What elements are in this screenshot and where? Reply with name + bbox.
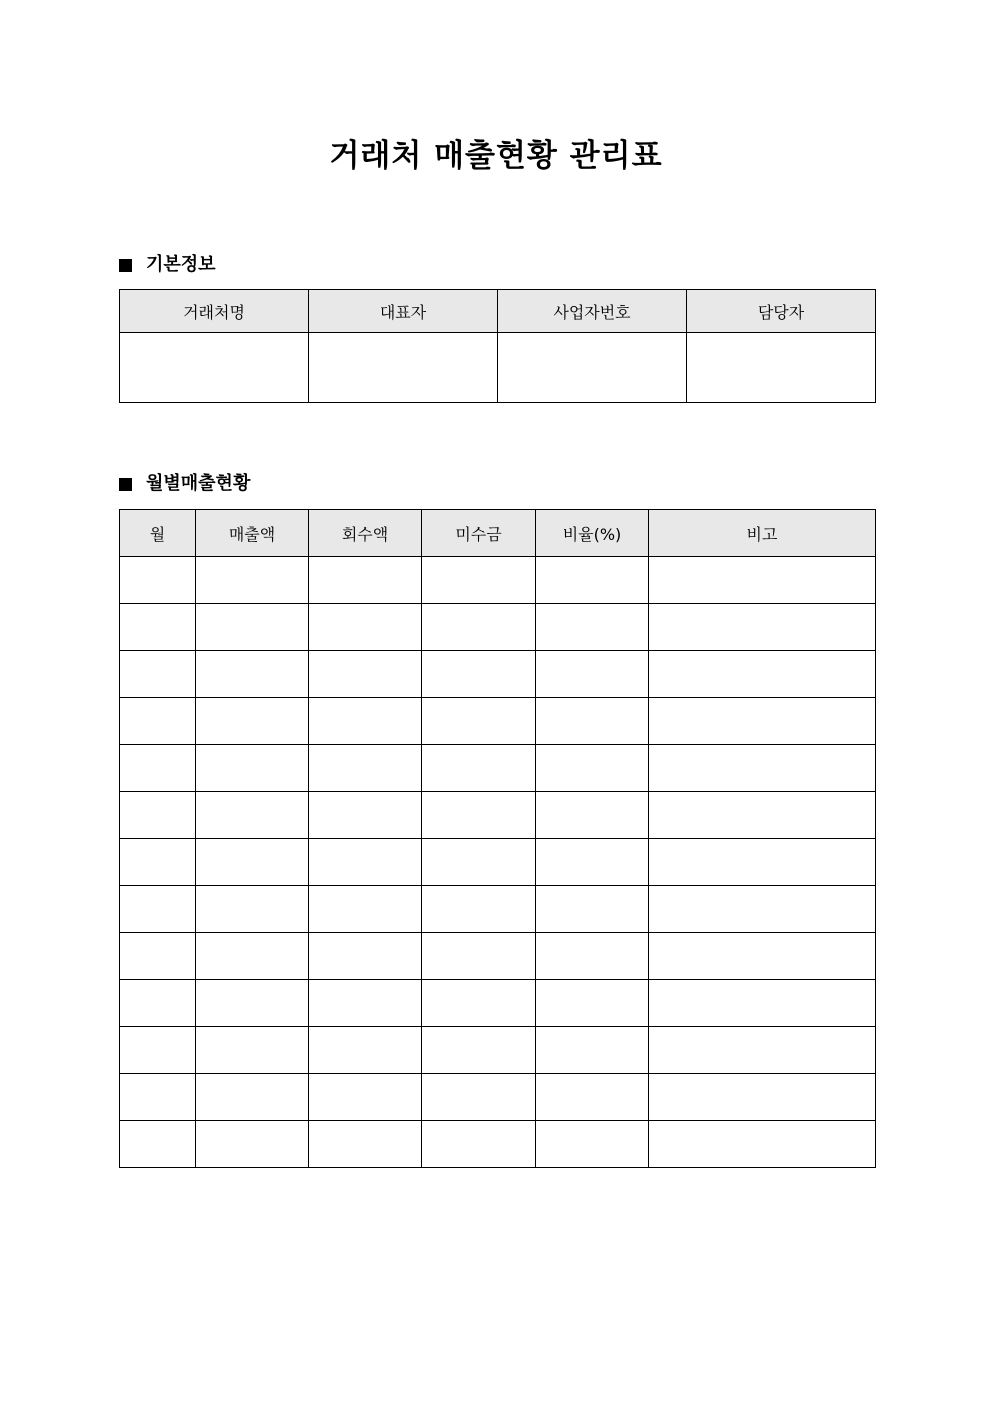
- sales-amount-cell[interactable]: [196, 933, 309, 980]
- remarks-cell[interactable]: [649, 604, 876, 651]
- receivable-cell[interactable]: [422, 792, 536, 839]
- receivable-cell[interactable]: [422, 1027, 536, 1074]
- ratio-cell[interactable]: [536, 604, 649, 651]
- collected-amount-cell[interactable]: [309, 839, 422, 886]
- collected-amount-cell[interactable]: [309, 1074, 422, 1121]
- column-header: 미수금: [422, 510, 536, 557]
- square-bullet-icon: [119, 478, 132, 491]
- ratio-cell[interactable]: [536, 839, 649, 886]
- ratio-cell[interactable]: [536, 886, 649, 933]
- receivable-cell[interactable]: [422, 604, 536, 651]
- receivable-cell[interactable]: [422, 886, 536, 933]
- table-row: [120, 980, 876, 1027]
- table-row: [120, 839, 876, 886]
- receivable-cell[interactable]: [422, 698, 536, 745]
- receivable-cell[interactable]: [422, 1121, 536, 1168]
- remarks-cell[interactable]: [649, 839, 876, 886]
- column-header: 월: [120, 510, 196, 557]
- remarks-cell[interactable]: [649, 557, 876, 604]
- collected-amount-cell[interactable]: [309, 557, 422, 604]
- collected-amount-cell[interactable]: [309, 698, 422, 745]
- column-header: 비율(%): [536, 510, 649, 557]
- ratio-cell[interactable]: [536, 980, 649, 1027]
- collected-amount-cell[interactable]: [309, 1027, 422, 1074]
- sales-amount-cell[interactable]: [196, 557, 309, 604]
- sales-amount-cell[interactable]: [196, 792, 309, 839]
- remarks-cell[interactable]: [649, 980, 876, 1027]
- table-row: [120, 1027, 876, 1074]
- remarks-cell[interactable]: [649, 886, 876, 933]
- receivable-cell[interactable]: [422, 839, 536, 886]
- month-cell[interactable]: [120, 745, 196, 792]
- column-header: 비고: [649, 510, 876, 557]
- remarks-cell[interactable]: [649, 1121, 876, 1168]
- ratio-cell[interactable]: [536, 933, 649, 980]
- monthly-header-row: [120, 510, 876, 557]
- collected-amount-cell[interactable]: [309, 745, 422, 792]
- collected-amount-cell[interactable]: [309, 651, 422, 698]
- sales-amount-cell[interactable]: [196, 698, 309, 745]
- receivable-cell[interactable]: [422, 745, 536, 792]
- ratio-cell[interactable]: [536, 557, 649, 604]
- month-cell[interactable]: [120, 1121, 196, 1168]
- representative-cell[interactable]: [309, 333, 498, 403]
- column-header: 회수액: [309, 510, 422, 557]
- basic-info-table: [119, 289, 876, 403]
- ratio-cell[interactable]: [536, 698, 649, 745]
- ratio-cell[interactable]: [536, 745, 649, 792]
- square-bullet-icon: [119, 259, 132, 272]
- remarks-cell[interactable]: [649, 651, 876, 698]
- basic-info-heading-label: 기본정보: [146, 254, 216, 275]
- table-row: [120, 557, 876, 604]
- table-row: [120, 698, 876, 745]
- column-header: 사업자번호: [498, 290, 687, 333]
- collected-amount-cell[interactable]: [309, 980, 422, 1027]
- ratio-cell[interactable]: [536, 792, 649, 839]
- month-cell[interactable]: [120, 698, 196, 745]
- ratio-cell[interactable]: [536, 1027, 649, 1074]
- remarks-cell[interactable]: [649, 1074, 876, 1121]
- sales-amount-cell[interactable]: [196, 604, 309, 651]
- sales-amount-cell[interactable]: [196, 745, 309, 792]
- basic-info-heading: [119, 253, 216, 277]
- month-cell[interactable]: [120, 886, 196, 933]
- table-row: [120, 604, 876, 651]
- sales-amount-cell[interactable]: [196, 980, 309, 1027]
- table-row: [120, 745, 876, 792]
- collected-amount-cell[interactable]: [309, 933, 422, 980]
- sales-amount-cell[interactable]: [196, 886, 309, 933]
- receivable-cell[interactable]: [422, 651, 536, 698]
- collected-amount-cell[interactable]: [309, 604, 422, 651]
- monthly-table-body: [120, 557, 876, 1168]
- month-cell[interactable]: [120, 792, 196, 839]
- table-row: [120, 1121, 876, 1168]
- table-row: [120, 792, 876, 839]
- monthly-sales-heading: [119, 472, 250, 496]
- manager-cell[interactable]: [687, 333, 876, 403]
- month-cell[interactable]: [120, 933, 196, 980]
- collected-amount-cell[interactable]: [309, 1121, 422, 1168]
- sales-amount-cell[interactable]: [196, 839, 309, 886]
- ratio-cell[interactable]: [536, 1074, 649, 1121]
- month-cell[interactable]: [120, 651, 196, 698]
- sales-amount-cell[interactable]: [196, 1074, 309, 1121]
- sales-amount-cell[interactable]: [196, 651, 309, 698]
- monthly-sales-table: [119, 509, 876, 1168]
- month-cell[interactable]: [120, 980, 196, 1027]
- sales-amount-cell[interactable]: [196, 1121, 309, 1168]
- basic-info-row: [120, 333, 876, 403]
- column-header: 담당자: [687, 290, 876, 333]
- month-cell[interactable]: [120, 557, 196, 604]
- table-row: [120, 1074, 876, 1121]
- ratio-cell[interactable]: [536, 651, 649, 698]
- remarks-cell[interactable]: [649, 792, 876, 839]
- receivable-cell[interactable]: [422, 980, 536, 1027]
- month-cell[interactable]: [120, 1074, 196, 1121]
- remarks-cell[interactable]: [649, 1027, 876, 1074]
- receivable-cell[interactable]: [422, 1074, 536, 1121]
- monthly-sales-heading-label: 월별매출현황: [146, 473, 251, 494]
- basic-info-header-row: [120, 290, 876, 333]
- collected-amount-cell[interactable]: [309, 792, 422, 839]
- business-number-cell[interactable]: [498, 333, 687, 403]
- table-row: [120, 933, 876, 980]
- column-header: 매출액: [196, 510, 309, 557]
- receivable-cell[interactable]: [422, 933, 536, 980]
- table-row: [120, 886, 876, 933]
- page-title: 거래처 매출현황 관리표: [329, 138, 663, 174]
- remarks-cell[interactable]: [649, 698, 876, 745]
- ratio-cell[interactable]: [536, 1121, 649, 1168]
- month-cell[interactable]: [120, 604, 196, 651]
- receivable-cell[interactable]: [422, 557, 536, 604]
- sales-amount-cell[interactable]: [196, 1027, 309, 1074]
- client-name-cell[interactable]: [120, 333, 309, 403]
- remarks-cell[interactable]: [649, 745, 876, 792]
- column-header: 대표자: [309, 290, 498, 333]
- collected-amount-cell[interactable]: [309, 886, 422, 933]
- month-cell[interactable]: [120, 839, 196, 886]
- column-header: 거래처명: [120, 290, 309, 333]
- remarks-cell[interactable]: [649, 933, 876, 980]
- month-cell[interactable]: [120, 1027, 196, 1074]
- table-row: [120, 651, 876, 698]
